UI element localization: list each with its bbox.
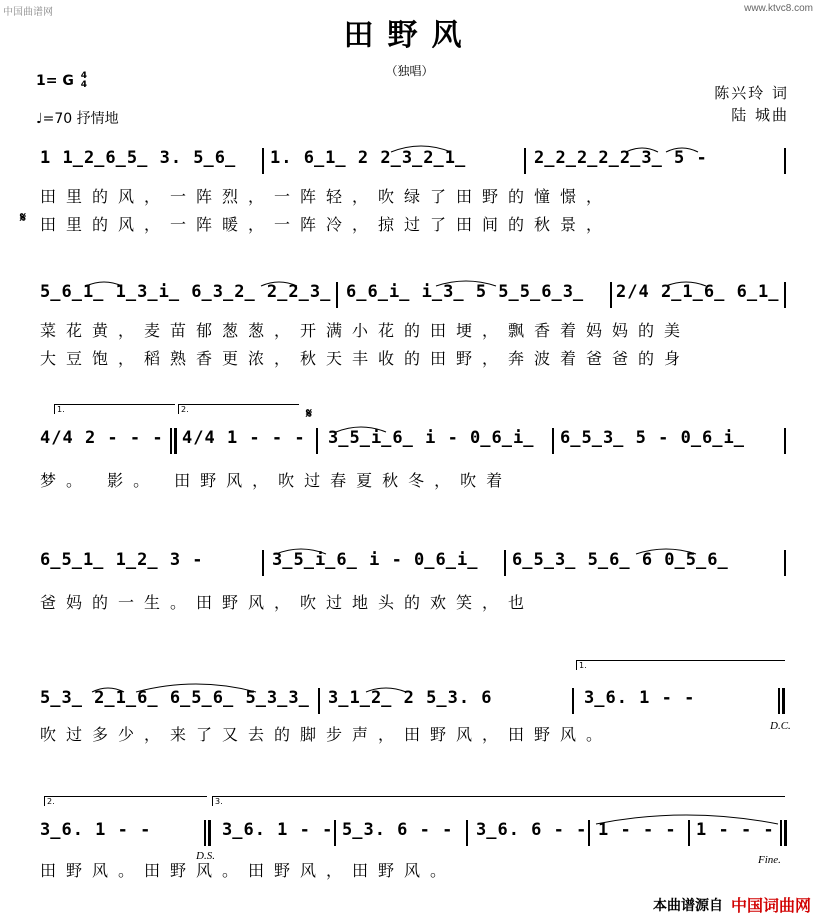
measure-notes: 5̲3̲ 2̲1̲6̲ 6̲5̲6̲ 5̲3̲3̲	[40, 688, 310, 708]
segno-sign: 𝄋	[20, 210, 27, 226]
bar-line	[466, 820, 468, 846]
key-signature	[36, 72, 87, 90]
bar-line	[784, 148, 786, 174]
lyrics-verse-2: 大豆饱，稻熟香更浓，秋天丰收的田野，奔波着爸爸的身	[40, 349, 691, 368]
song-title: 田野风	[343, 18, 476, 53]
ds-mark: D.S.	[196, 850, 215, 862]
fine-mark: Fine.	[758, 854, 781, 866]
measure-notes: 3̲5̲i̲6̲ i - 0̲6̲i̲	[272, 550, 479, 570]
measure-notes: 6̲5̲3̲ 5̲6̲ 6 0̲5̲6̲	[512, 550, 729, 570]
bar-line	[572, 688, 574, 714]
time-signature	[81, 72, 87, 90]
volta-bracket: 3.	[212, 796, 785, 806]
bar-line	[336, 282, 338, 308]
bar-line	[334, 820, 336, 846]
time-sig-top: 4	[80, 71, 87, 81]
lyricist-credit: 陈兴玲 词	[714, 84, 789, 102]
bar-line	[784, 550, 786, 576]
bar-line	[262, 148, 264, 174]
measure-notes: 4/4 2 - - -	[40, 428, 164, 448]
watermark-right: www.ktvc8.com	[744, 3, 813, 14]
volta-bracket: 2.	[178, 404, 299, 414]
bar-line	[208, 820, 211, 846]
segno-sign: 𝄋	[306, 406, 313, 422]
measure-notes: 1 1̲2̲6̲5̲ 3. 5̲6̲	[40, 148, 237, 168]
measure-notes: 1 - - -	[696, 820, 775, 840]
measure-notes: 5̲3. 6 - -	[342, 820, 454, 840]
measure-notes: 5̲6̲1̲ 1̲3̲i̲ 6̲3̲2̲ 2̲2̲3̲	[40, 282, 332, 302]
bar-line	[784, 428, 786, 454]
lyrics-verse-1: 爸妈的一生。田野风，吹过地头的欢笑，也	[40, 593, 535, 612]
bar-line	[318, 688, 320, 714]
dc-mark: D.C.	[770, 720, 791, 732]
measure-notes: 3̲5̲i̲6̲ i - 0̲6̲i̲	[328, 428, 535, 448]
bar-line	[524, 148, 526, 174]
lyrics-verse-1: 吹过多少，来了又去的脚步声，田野风，田野风。	[40, 725, 613, 744]
lyrics-verse-1: 梦。 影。 田野风，吹过春夏秋冬，吹着	[40, 471, 513, 490]
measure-notes: 6̲5̲1̲ 1̲2̲ 3 -	[40, 550, 204, 570]
repeat-bar-line	[778, 688, 780, 714]
measure-notes: 3̲6. 1 - -	[584, 688, 696, 708]
bar-line	[688, 820, 690, 846]
bar-line	[316, 428, 318, 454]
final-bar-line	[780, 820, 782, 846]
volta-bracket: 2.	[44, 796, 207, 806]
lyrics-verse-1: 菜花黄，麦苗郁葱葱，开满小花的田埂，飘香着妈妈的美	[40, 321, 691, 340]
measure-notes: 2̲2̲2̲2̲2̲3̲ 5 -	[534, 148, 708, 168]
volta-bracket: 1.	[576, 660, 785, 670]
watermark-left: 中国曲谱网	[3, 7, 53, 18]
bar-line	[262, 550, 264, 576]
key-text: 1= G	[36, 73, 74, 89]
lyrics-verse-1: 田野风。田野风。田野风，田野风。	[40, 861, 457, 880]
footer-site-link[interactable]: 中国词曲网	[730, 896, 811, 915]
measure-notes: 1 - - -	[598, 820, 677, 840]
bar-line	[504, 550, 506, 576]
measure-notes: 1. 6̲1̲ 2 2̲3̲2̲1̲	[270, 148, 467, 168]
repeat-bar-line	[174, 428, 177, 454]
measure-notes: 4/4 1 - - -	[182, 428, 306, 448]
measure-notes: 2/4 2̲1̲6̲ 6̲1̲	[616, 282, 780, 302]
bar-line	[588, 820, 590, 846]
measure-notes: 3̲6. 1 - -	[222, 820, 334, 840]
repeat-bar-line	[782, 688, 785, 714]
time-sig-bottom: 4	[80, 80, 87, 90]
measure-notes: 3̲6. 1 - -	[40, 820, 152, 840]
measure-notes: 3̲1̲2̲ 2 5̲3. 6	[328, 688, 493, 708]
tempo-marking: ♩=70 抒情地	[36, 111, 119, 127]
repeat-bar-line	[170, 428, 172, 454]
composer-credit: 陆 城曲	[731, 106, 789, 124]
bar-line	[610, 282, 612, 308]
final-bar-line	[784, 820, 787, 846]
measure-notes: 6̲6̲i̲ i̲3̲ 5 5̲5̲6̲3̲	[346, 282, 585, 302]
lyrics-verse-1: 田里的风，一阵烈，一阵轻，吹绿了田野的憧憬，	[40, 187, 613, 206]
footer-source: 本曲谱源自	[653, 898, 723, 914]
measure-notes: 6̲5̲3̲ 5 - 0̲6̲i̲	[560, 428, 745, 448]
bar-line	[204, 820, 206, 846]
lyrics-verse-2: 田里的风，一阵暖，一阵冷，掠过了田间的秋景，	[40, 215, 613, 234]
bar-line	[552, 428, 554, 454]
song-subtitle: （独唱）	[385, 64, 434, 78]
bar-line	[784, 282, 786, 308]
measure-notes: 3̲6. 6 - -	[476, 820, 588, 840]
volta-bracket: 1.	[54, 404, 175, 414]
